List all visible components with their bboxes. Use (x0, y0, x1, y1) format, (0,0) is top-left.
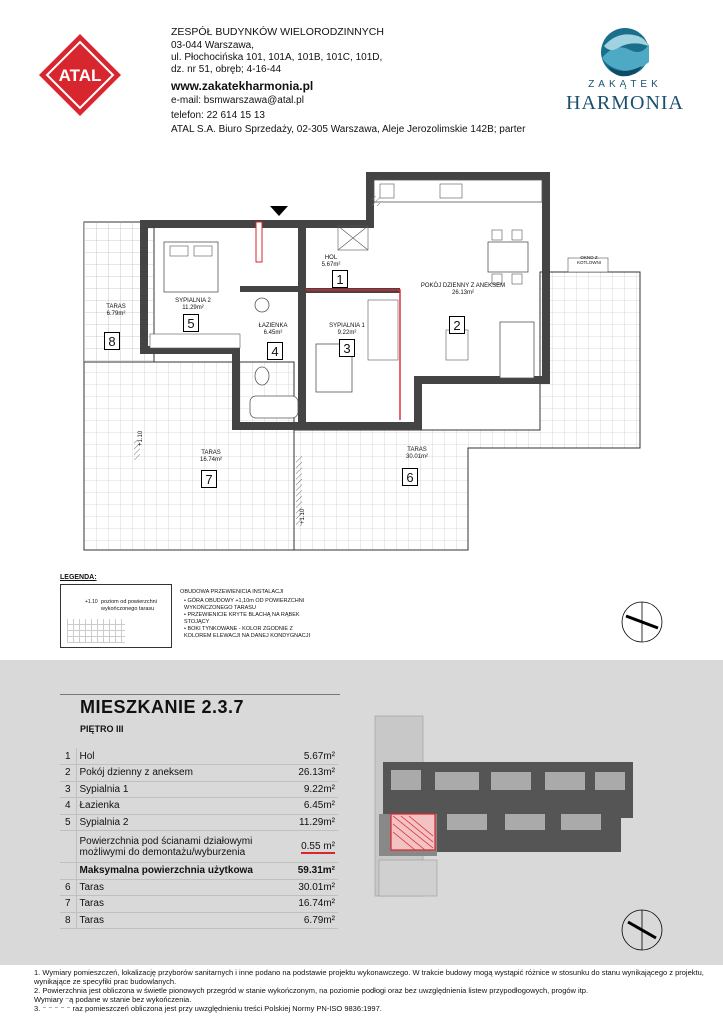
room-7-number: 7 (201, 470, 217, 488)
compass-bottom-icon (620, 908, 664, 952)
address-line-2: ul. Płochocińska 101, 101A, 101B, 101C, 101D, (171, 52, 383, 63)
terrace-6-area (294, 272, 640, 550)
apartment-floor: PIĘTRO III (80, 724, 124, 734)
table-row: 7 Taras 16.74m² (60, 896, 338, 913)
room-6-number: 6 (402, 468, 418, 486)
legend-grid-sample (67, 619, 125, 643)
compass-icon (620, 600, 664, 644)
room-5-number: 5 (183, 314, 199, 332)
legend-enclosure-item-3: • BOKI TYNKOWANE - KOLOR ZGODNIE Z KOLOREM ELEWACJI NA DANEJ KONDYGNACJI (184, 626, 311, 639)
room-1-number: 1 (332, 270, 348, 288)
rooms-table (60, 748, 338, 929)
harmonia-logo-bottom: HARMONIA (566, 92, 684, 114)
room-2-number: 2 (449, 316, 465, 334)
table-row: 2 Pokój dzienny z aneksem 26.13m² (60, 765, 338, 782)
table-row: 8 Taras 6.79m² (60, 912, 338, 929)
phone-text: telefon: 22 614 15 13 (171, 110, 265, 121)
email-link[interactable]: e-mail: bsmwarszawa@atal.pl (171, 95, 304, 106)
room-6-label: TARAS 30.01m² (405, 447, 428, 460)
level-mark-7: +1.10 (138, 430, 144, 446)
footer-note-3: 3. ⁻ ⁻ ⁻ ⁻ ⁻ raz pomieszczeń obliczona jest przy uwzględnieniu treści Polskiej Normy PN-ISO 9836:1997. (34, 1004, 382, 1013)
footer-note-2b: Wymiary ⁻ą podane w stanie bez wykończenia. (34, 995, 192, 1004)
legend-mark: +1.10 (85, 599, 98, 605)
room-4-label: ŁAZIENKA 6.45m² (258, 323, 288, 336)
room-4-number: 4 (267, 342, 283, 360)
project-title: ZESPÓŁ BUDYNKÓW WIELORODZINNYCH (171, 26, 384, 38)
room-8-label: TARAS 6.79m² (106, 304, 126, 317)
office-address: ATAL S.A. Biuro Sprzedaży, 02-305 Warszawa, Aleje Jerozolimskie 142B; parter (171, 124, 526, 135)
table-row: 4 Łazienka 6.45m² (60, 798, 338, 815)
legend-title: LEGENDA: (60, 574, 97, 581)
demolition-value: 0.55 m² (301, 841, 335, 852)
room-2-label: POKÓJ DZIENNY Z ANEKSEM 26.13m² (420, 283, 506, 296)
table-row: 1 Hol 5.67m² (60, 748, 338, 765)
address-line-1: 03-044 Warszawa, (171, 40, 254, 51)
room-3-label: SYPIALNIA 1 9.22m² (329, 323, 365, 336)
website-link[interactable]: www.zakatekharmonia.pl (171, 79, 314, 93)
room-3-number: 3 (339, 339, 355, 357)
legend-mark-note: poziom od powierzchni wykończonego tarasu (101, 599, 157, 612)
harmonia-logo-top: ZAKĄTEK (588, 79, 662, 90)
room-8-number: 8 (104, 332, 120, 350)
table-row: 6 Taras 30.01m² (60, 879, 338, 896)
footer-note-2: 2. Powierzchnia jest obliczona w świetle pionowych przegród w stanie wykończonym, na poziomie podłogi oraz bez uwzględnienia listew przypodłogowych, progów itp. (34, 986, 589, 995)
legend-box (60, 584, 172, 648)
footer-note-1b: wynikające ze specyfiki prac budowlanych. (34, 977, 177, 986)
demolition-row: Powierzchnia pod ścianami działowymi możliwymi do demontażu/wyburzenia 0.55 m² (60, 831, 338, 863)
table-row: 5 Sypialnia 2 11.29m² (60, 814, 338, 831)
atal-logo-text: ATAL (58, 66, 102, 85)
apartment-info-panel (0, 660, 723, 965)
building-key-plan (355, 710, 645, 910)
legend-enclosure-title: OBUDOWA PRZEWIENICIA INSTALACJI (180, 589, 284, 595)
max-area-row: Maksymalna powierzchnia użytkowa 59.31m² (60, 863, 338, 880)
apartment-title: MIESZKANIE 2.3.7 (80, 697, 245, 717)
room-5-label: SYPIALNIA 2 11.29m² (175, 298, 211, 311)
footer-note-1: 1. Wymiary pomieszczeń, lokalizację przyborów sanitarnych i inne podano na podstawie projektu wykonawczego. W trakcie budowy mogą wystąpić różnice w stosunku do stanu wynikającego z projektu, (34, 968, 704, 977)
address-line-3: dz. nr 51, obręb; 4-16-44 (171, 64, 282, 75)
table-row: 3 Sypialnia 1 9.22m² (60, 781, 338, 798)
room-1-label: HOL 5.67m² (321, 255, 341, 268)
level-mark-6: +1.10 (300, 508, 306, 524)
legend-enclosure-item-1: • GÓRA OBUDOWY +1,10m OD POWIERZCHNI WYKOŃCZONEGO TARASU (184, 598, 305, 611)
window-note: OKNO Z KOTLOWNI (576, 255, 601, 265)
room-7-label: TARAS 16.74m² (199, 450, 222, 463)
legend-enclosure-item-2: • PRZEWIENICIE KRYTE BLACHĄ NA RĄBEK STOJĄCY (184, 612, 300, 625)
